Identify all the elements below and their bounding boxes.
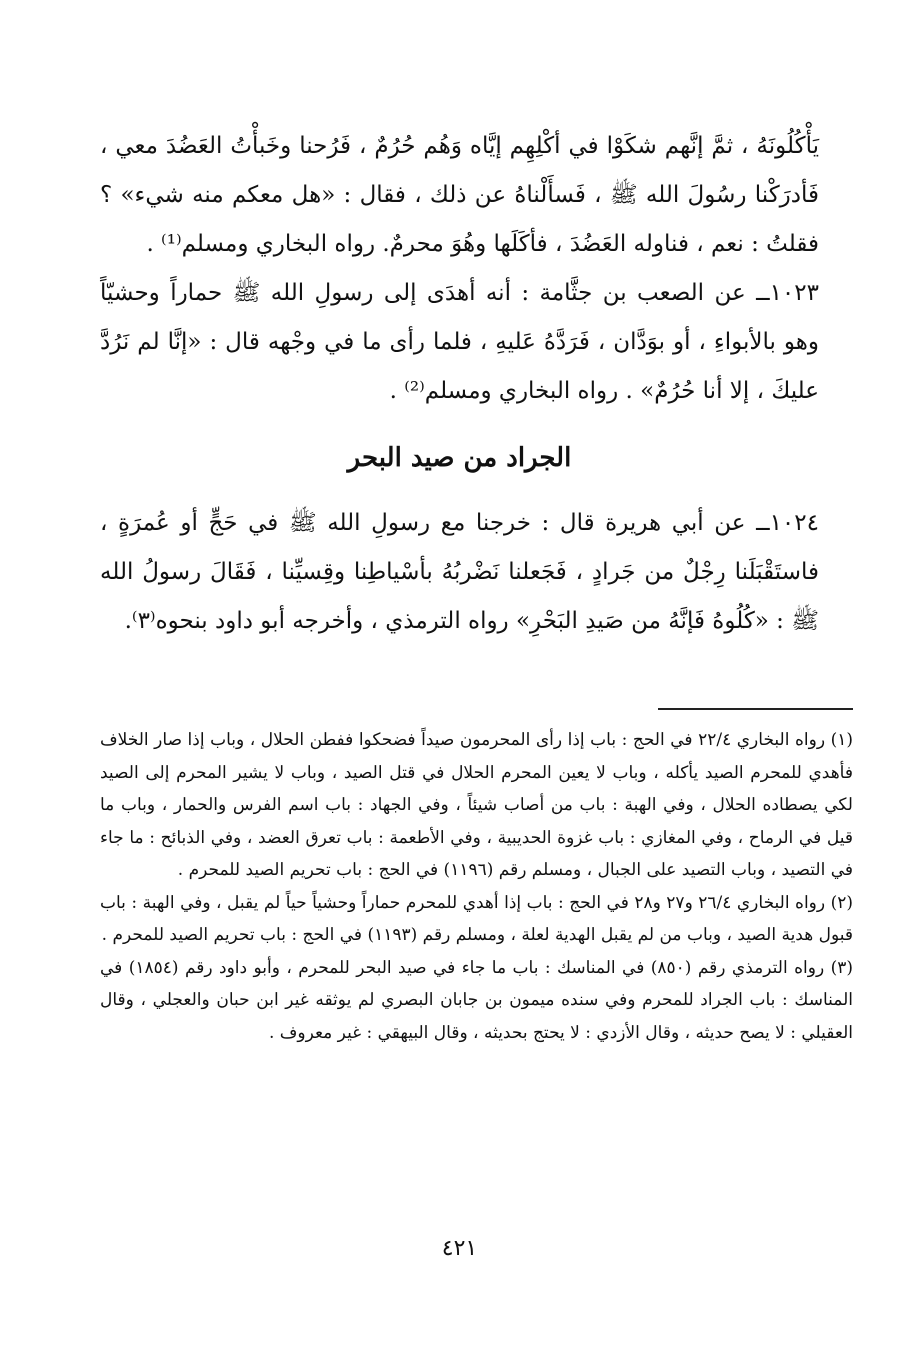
- paragraph-1: يَأْكُلُونَهُ ، ثمَّ إنَّهم شكَوْا في أكْلِهِم إيَّاه وَهُم حُرُمٌ ، فَرُحنا وخَبأْتُ العَضُدَ معي ، فَأدرَكْنا رسُولَ الله ﷺ ، فَسأَلْناهُ عن ذلك ، فقال : «هل معكم منه شيء» ؟ فقلتُ : نعم ، فناوله العَضُدَ ، فأكَلَها وهُوَ محرمٌ. رواه البخاري ومسلم⁽¹⁾ .: [100, 133, 819, 257]
- footnotes: [100, 724, 853, 1049]
- section-heading: الجراد من صيد البحر: [347, 443, 572, 473]
- hadith-1024: ١٠٢٤ــ عن أبي هريرة قال : خرجنا مع رسولِ الله ﷺ في حَجٍّ أو عُمرَةٍ ، فاستَقْبَلَنا رِجْلٌ من جَرادٍ ، فَجَعلنا نَضْربُهُ بأسْياطِنا وقِسيِّنا ، فَقَالَ رسولُ الله ﷺ : «كُلُوهُ فَإنَّهُ من صَيدِ البَحْرِ» رواه الترمذي ، وأخرجه أبو داود بنحوه⁽٣⁾.: [100, 510, 819, 634]
- footnote-separator: [658, 708, 853, 710]
- page-number: ٤٢١: [441, 1236, 478, 1261]
- footnote-2: (٢) رواه البخاري ٢٦/٤ و٢٧ و٢٨ في الحج : باب إذا أهدي للمحرم حماراً وحشياً حياً لم يقبل ، وفي الهبة : باب قبول هدية الصيد ، وباب من لم يقبل الهدية لعلة ، ومسلم رقم (١١٩٣) في الحج : باب تحريم الصيد للمحرم .: [100, 892, 853, 945]
- footnote-1: (١) رواه البخاري ٢٢/٤ في الحج : باب إذا رأى المحرمون صيداً فضحكوا ففطن الحلال ، وباب إذا صار الخلاف فأهدي للمحرم الصيد يأكله ، وباب لا يعين المحرم الحلال في قتل الصيد ، وباب لا يشير المحرم إلى الصيد لكي يصطاده الحلال ، وفي الهبة : باب من أصاب شيئاً ، وفي الجهاد : باب اسم الفرس والحمار ، وباب ما قيل في الرماح ، وفي المغازي : باب غزوة الحديبية ، وفي الأطعمة : باب تعرق العضد ، وفي الذبائح : ما جاء في التصيد ، وباب التصيد على الجبال ، ومسلم رقم (١١٩٦) في الحج : باب تحريم الصيد للمحرم .: [100, 730, 853, 880]
- hadith-1023: ١٠٢٣ــ عن الصعب بن جثَّامة : أنه أهدَى إلى رسولِ الله ﷺ حماراً وحشيّاً وهو بالأبواءِ ، أو بوَدَّان ، فَرَدَّهُ عَليهِ ، فلما رأى ما في وجْهه قال : «إنَّا لم نَرُدَّ عليكَ ، إلا أنا حُرُمٌ» . رواه البخاري ومسلم⁽²⁾ .: [100, 280, 819, 404]
- main-text: [100, 122, 819, 646]
- footnote-3: (٣) رواه الترمذي رقم (٨٥٠) في المناسك : باب ما جاء في صيد البحر للمحرم ، وأبو داود رقم (١٨٥٤) في المناسك : باب الجراد للمحرم وفي سنده ميمون بن جابان البصري لم يوثقه غير ابن حبان والعجلي ، وقال العقيلي : لا يصح حديثه ، وقال الأزدي : لا يحتج بحديثه ، وقال البيهقي : غير معروف .: [100, 957, 853, 1043]
